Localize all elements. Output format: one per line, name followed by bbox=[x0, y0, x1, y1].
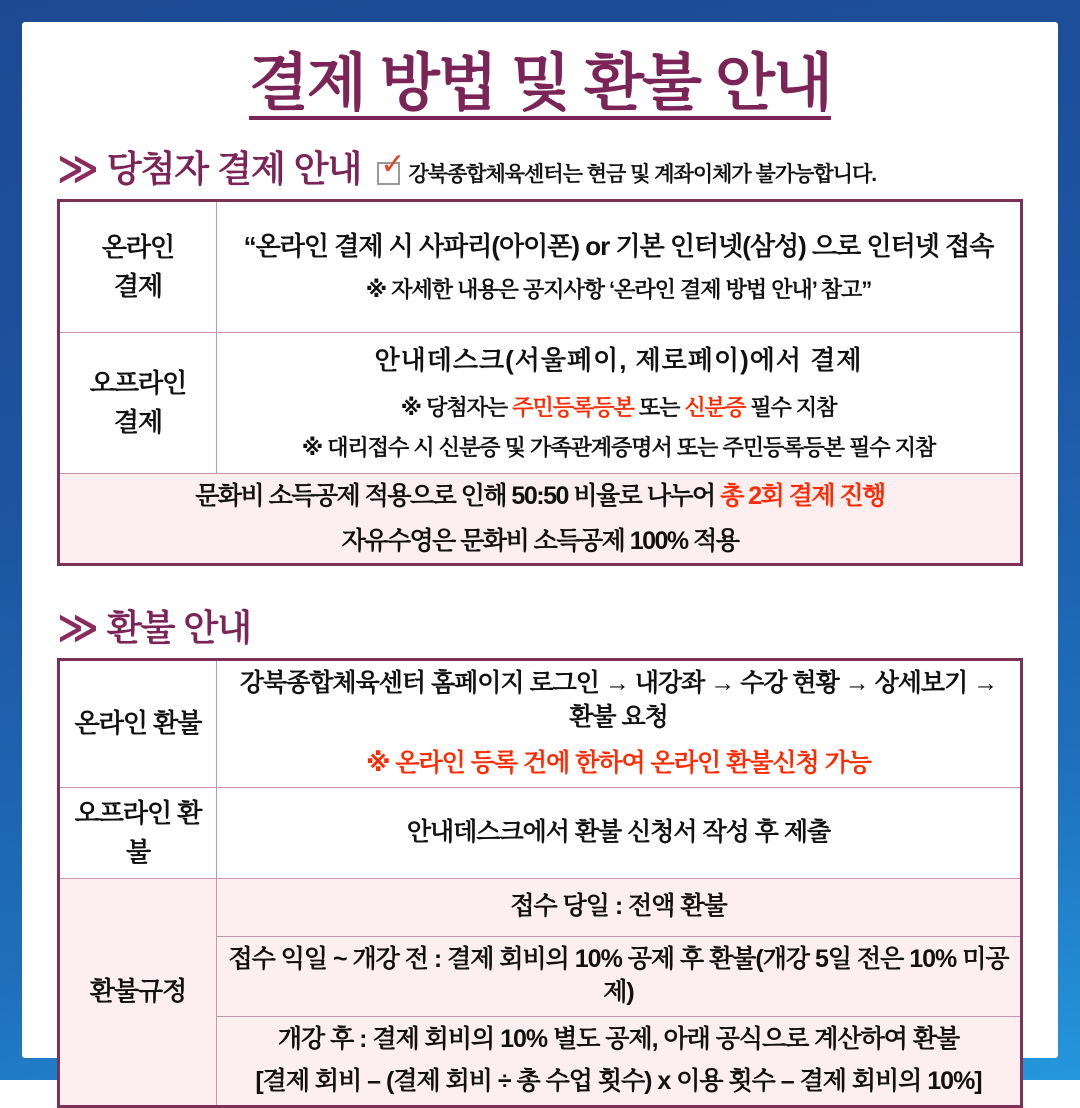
refund-row2-label: 오프라인 환불 bbox=[59, 787, 217, 878]
refund-policy-label: 환불규정 bbox=[59, 878, 217, 1106]
highlight-text: 신분증 bbox=[684, 394, 746, 420]
content-sheet bbox=[22, 22, 1058, 1095]
culture-deduction-line2: 자유수영은 문화비 소득공제 100% 적용 bbox=[341, 526, 739, 555]
online-payment-line1: “온라인 결제 시 사파리(아이폰) or 기본 인터넷(삼성) 으로 인터넷 접속 bbox=[243, 231, 994, 262]
online-refund-note: ※ 온라인 등록 건에 한하여 온라인 환불신청 가능 bbox=[366, 748, 871, 777]
highlight-text: 총 2회 결제 진행 bbox=[720, 482, 885, 511]
table-row bbox=[59, 878, 1022, 936]
payment-row2-content bbox=[217, 333, 1022, 474]
before-start-refund-line: 접수 익일 ~ 개강 전 : 결제 회비의 10% 공제 후 환불(개강 5일 전은 10% 미공제) bbox=[228, 944, 1009, 1007]
refund-section-title: 환불 안내 bbox=[106, 607, 251, 649]
chevron-icon: ≫ bbox=[57, 147, 95, 192]
refund-row1-content bbox=[217, 660, 1022, 787]
page-title: 결제 방법 및 환불 안내 bbox=[249, 49, 831, 118]
label-line: 결제 bbox=[113, 271, 163, 302]
payment-row1-content bbox=[217, 201, 1022, 333]
offline-payment-line2 bbox=[227, 394, 1010, 423]
refund-row2-content bbox=[217, 787, 1022, 878]
offline-payment-line1: 안내데스크(서울페이, 제로페이)에서 결제 bbox=[374, 344, 863, 375]
after-start-refund-formula: [결제 회비 – (결제 회비 ÷ 총 수업 횟수) x 이용 횟수 – 결제 회비의 10%] bbox=[255, 1066, 982, 1095]
offline-refund-line: 안내데스크에서 환불 신청서 작성 후 제출 bbox=[406, 817, 831, 846]
refund-table bbox=[57, 658, 1023, 1107]
payment-footer-row bbox=[59, 474, 1022, 565]
payment-row2-label bbox=[59, 333, 217, 474]
payment-table bbox=[57, 199, 1023, 566]
label-line: 결제 bbox=[113, 407, 163, 438]
after-start-refund-line1: 개강 후 : 결제 회비의 10% 별도 공제, 아래 공식으로 계산하여 환불 bbox=[277, 1025, 960, 1054]
text-segment: 또는 bbox=[633, 394, 685, 420]
refund-row1-label: 온라인 환불 bbox=[59, 660, 217, 787]
payment-section-note bbox=[377, 147, 877, 188]
label-line: 온라인 bbox=[101, 232, 175, 263]
text-segment: ※ 당첨자는 bbox=[400, 394, 513, 420]
payment-note-text: 강북종합체육센터는 현금 및 계좌이체가 불가능합니다. bbox=[408, 163, 877, 187]
highlight-text: 주민등록등본 bbox=[512, 394, 634, 420]
same-day-refund-line: 접수 당일 : 전액 환불 bbox=[510, 892, 727, 921]
table-row bbox=[59, 333, 1022, 474]
chevron-icon: ≫ bbox=[57, 606, 95, 651]
table-row bbox=[59, 660, 1022, 787]
check-mark-icon: ✓ bbox=[380, 147, 406, 181]
table-row bbox=[59, 787, 1022, 878]
online-payment-line2: ※ 자세한 내용은 공지사항 ‘온라인 결제 방법 안내’ 참고” bbox=[365, 276, 872, 302]
payment-row1-label bbox=[59, 201, 217, 333]
refund-section-header bbox=[57, 606, 1023, 651]
payment-section-header bbox=[57, 147, 1023, 192]
table-row bbox=[59, 201, 1022, 333]
text-segment: 필수 지참 bbox=[745, 394, 837, 420]
text-segment: 문화비 소득공제 적용으로 인해 50:50 비율로 나누어 bbox=[195, 482, 721, 511]
checkbox-icon bbox=[377, 147, 406, 185]
refund-policy-sub1 bbox=[217, 878, 1022, 936]
online-refund-steps: 강북종합체육센터 홈페이지 로그인 → 내강좌 → 수강 현황 → 상세보기 → 환불 요청 bbox=[239, 669, 998, 732]
refund-policy-sub2 bbox=[217, 936, 1022, 1017]
culture-deduction-line1 bbox=[70, 480, 1010, 513]
table-row bbox=[59, 474, 1022, 565]
label-line: 오프라인 bbox=[89, 368, 187, 399]
offline-payment-line3: ※ 대리접수 시 신분증 및 가족관계증명서 또는 주민등록등본 필수 지참 bbox=[301, 435, 936, 461]
payment-section-title: 당첨자 결제 안내 bbox=[106, 148, 362, 190]
refund-policy-sub3 bbox=[217, 1017, 1022, 1107]
